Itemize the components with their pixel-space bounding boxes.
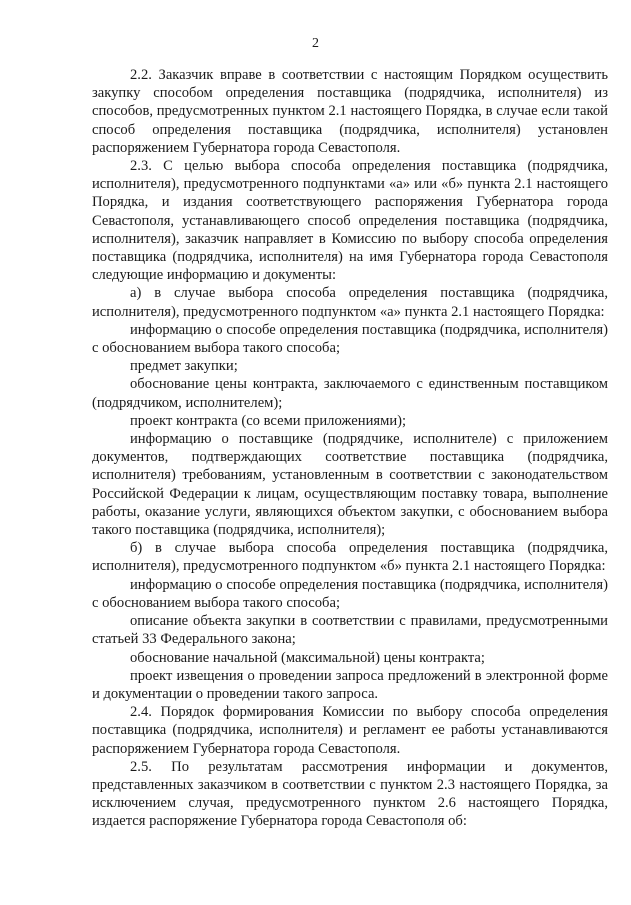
paragraph-2-4: 2.4. Порядок формирования Комиссии по выбору способа определения поставщика (подрядчика, исполнителя) и регламент ее работы устанавливаются распоряжением Губернатора города Севастополя.	[92, 704, 608, 757]
list-item: предмет закупки;	[130, 358, 238, 375]
list-item: информацию о способе определения поставщика (подрядчика, исполнителя) с обоснованием выбора такого способа;	[92, 576, 608, 611]
document-body	[92, 66, 608, 831]
page-number: 2	[312, 36, 319, 51]
list-item: проект контракта (со всеми приложениями);	[130, 412, 407, 429]
list-item: информацию о поставщике (подрядчике, исполнителе) с приложением документов, подтверждающих соответствие поставщика (подрядчика, исполнителя) требованиям, установленным в соответствии с законодательством Российской Федерации к лицам, осуществляющим поставку товара, выполнение работы, оказание услуги, являющихся объектом закупки, с обоснованием выбора такого поставщика (подрядчика, исполнителя);	[92, 431, 608, 539]
paragraph-2-3: 2.3. С целью выбора способа определения поставщика (подрядчика, исполнителя), предусмотренного подпунктами «а» или «б» пункта 2.1 настоящего Порядка, и издания соответствующего распоряжения Губернатора города Севастополя, устанавливающего способ определения поставщика (подрядчика, исполнителя), заказчик направляет в Комиссию по выбору способа определения поставщика (подрядчика, исполнителя) на имя Губернатора города Севастополя следующие информацию и документы:	[92, 158, 608, 284]
list-item: обоснование цены контракта, заключаемого с единственным поставщиком (подрядчиком, исполнителем);	[92, 376, 608, 411]
list-item: описание объекта закупки в соответствии с правилами, предусмотренными статьей 33 Федерального закона;	[92, 613, 608, 648]
paragraph-2-2: 2.2. Заказчик вправе в соответствии с настоящим Порядком осуществить закупку способом определения поставщика (подрядчика, исполнителя) из способов, предусмотренных пунктом 2.1 настоящего Порядка, в случае если такой способ определения поставщика (подрядчика, исполнителя) установлен распоряжением Губернатора города Севастополя.	[92, 67, 608, 156]
list-item: обоснование начальной (максимальной) цены контракта;	[130, 649, 485, 666]
list-item: информацию о способе определения поставщика (подрядчика, исполнителя) с обоснованием выбора такого способа;	[92, 321, 608, 357]
subparagraph-b: б) в случае выбора способа определения поставщика (подрядчика, исполнителя), предусмотренного подпунктом «б» пункта 2.1 настоящего Порядка:	[92, 540, 608, 575]
list-item: проект извещения о проведении запроса предложений в электронной форме и документации о проведении такого запроса.	[92, 667, 608, 702]
subparagraph-a: а) в случае выбора способа определения поставщика (подрядчика, исполнителя), предусмотренного подпунктом «а» пункта 2.1 настоящего Порядка:	[92, 285, 608, 320]
paragraph-2-5: 2.5. По результатам рассмотрения информации и документов, представленных заказчиком в соответствии с пунктом 2.3 настоящего Порядка, за исключением случая, предусмотренного пунктом 2.6 настоящего Порядка, издается распоряжение Губернатора города Севастополя об:	[92, 758, 608, 830]
